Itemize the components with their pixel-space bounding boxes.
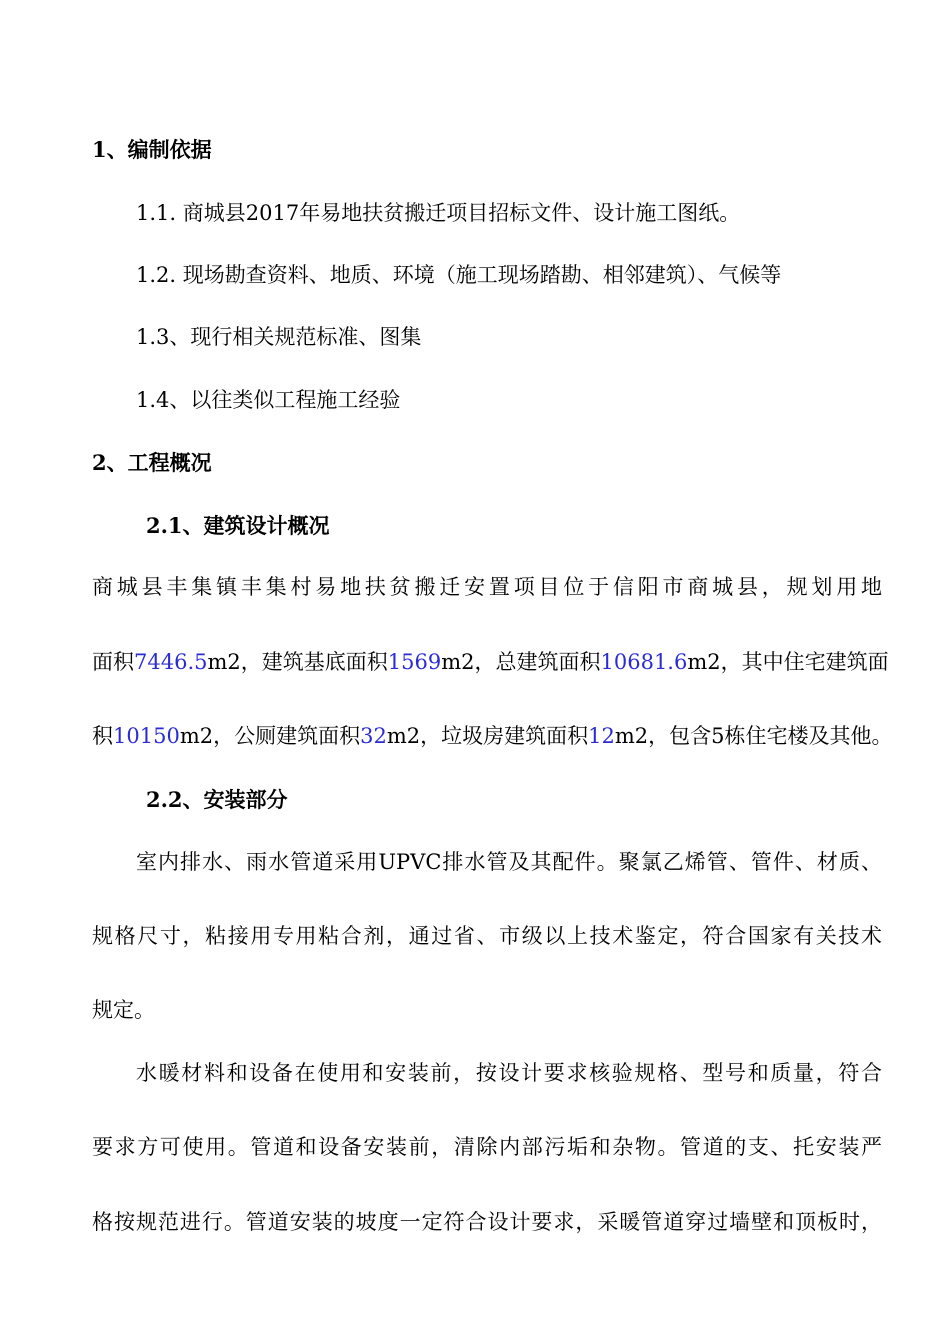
area-value: 1569 <box>387 650 442 674</box>
list-item: 1.2. 现场勘查资料、地质、环境（施工现场踏勘、相邻建筑）、气候等 <box>136 263 782 287</box>
area-value: 10681.6 <box>600 650 688 674</box>
text-segment: m2，公厕建筑面积 <box>179 724 361 748</box>
paragraph-line: 商城县丰集镇丰集村易地扶贫搬迁安置项目位于信阳市商城县，规划用地 <box>92 575 882 599</box>
paragraph-line <box>92 722 893 750</box>
paragraph-line: 水暖材料和设备在使用和安装前，按设计要求核验规格、型号和质量，符合 <box>136 1061 882 1085</box>
text-segment: 积 <box>92 724 113 748</box>
paragraph-line <box>92 648 889 676</box>
text-segment: m2，包含5栋住宅楼及其他。 <box>614 724 893 748</box>
paragraph-line: 室内排水、雨水管道采用UPVC排水管及其配件。聚氯乙烯管、管件、材质、 <box>136 850 882 874</box>
text-segment: m2，总建筑面积 <box>441 650 601 674</box>
list-item: 1.4、以往类似工程施工经验 <box>136 388 401 412</box>
paragraph-line: 要求方可使用。管道和设备安装前，清除内部污垢和杂物。管道的支、托安装严 <box>92 1135 882 1159</box>
area-value: 10150 <box>113 724 180 748</box>
paragraph-line: 格按规范进行。管道安装的坡度一定符合设计要求，采暖管道穿过墙壁和顶板时， <box>92 1210 882 1234</box>
area-value: 7446.5 <box>134 650 208 674</box>
area-value: 12 <box>588 724 615 748</box>
text-segment: m2，其中住宅建筑面 <box>687 650 889 674</box>
text-segment: m2，垃圾房建筑面积 <box>386 724 589 748</box>
subsection-heading-2-1: 2.1、建筑设计概况 <box>146 513 330 538</box>
text-segment: m2，建筑基底面积 <box>207 650 388 674</box>
section-heading-2: 2、工程概况 <box>92 450 212 475</box>
list-item: 1.1. 商城县2017年易地扶贫搬迁项目招标文件、设计施工图纸。 <box>136 201 741 225</box>
paragraph-line: 规定。 <box>92 998 155 1022</box>
paragraph-line: 规格尺寸，粘接用专用粘合剂，通过省、市级以上技术鉴定，符合国家有关技术 <box>92 924 882 948</box>
subsection-heading-2-2: 2.2、安装部分 <box>146 787 288 812</box>
section-heading-1: 1、编制依据 <box>92 137 212 162</box>
area-value: 32 <box>360 724 387 748</box>
list-item: 1.3、现行相关规范标准、图集 <box>136 325 422 349</box>
text-segment: 面积 <box>92 650 134 674</box>
